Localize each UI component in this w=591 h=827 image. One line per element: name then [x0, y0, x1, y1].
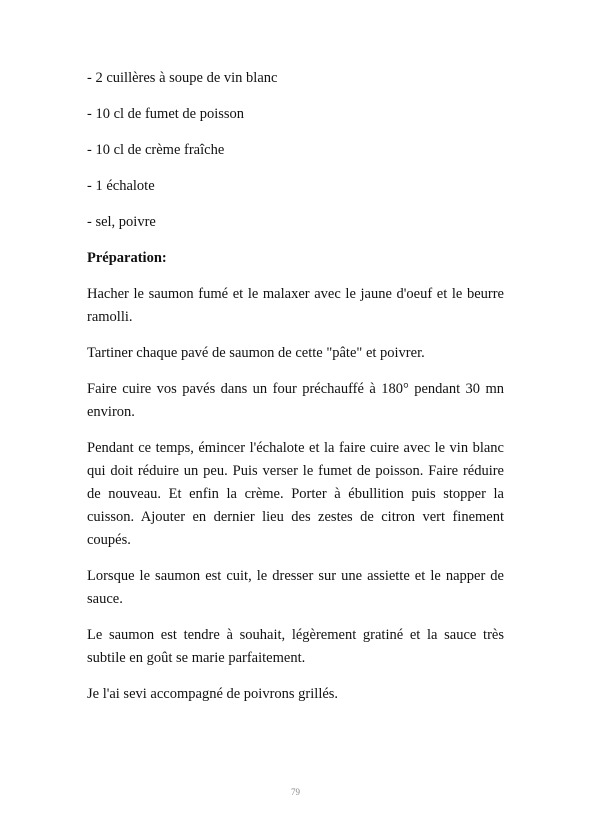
- preparation-paragraph: Tartiner chaque pavé de saumon de cette "pâte" et poivrer.: [87, 345, 425, 361]
- preparation-heading: Préparation:: [87, 250, 167, 266]
- ingredient-item: - 10 cl de crème fraîche: [87, 142, 225, 158]
- page-number: 79: [291, 787, 300, 797]
- preparation-paragraph: Lorsque le saumon est cuit, le dresser sur une assiette et le napper de sauce.: [87, 568, 504, 607]
- ingredient-item: - sel, poivre: [87, 214, 156, 230]
- preparation-paragraph: Le saumon est tendre à souhait, légèrement gratiné et la sauce très subtile en goût se marie parfaitement.: [87, 627, 504, 666]
- preparation-paragraph: Je l'ai sevi accompagné de poivrons grillés.: [87, 686, 339, 702]
- preparation-paragraph: Hacher le saumon fumé et le malaxer avec le jaune d'oeuf et le beurre ramolli.: [87, 286, 504, 325]
- ingredient-item: - 2 cuillères à soupe de vin blanc: [87, 70, 278, 86]
- page-content: [87, 67, 504, 719]
- preparation-paragraph: Pendant ce temps, émincer l'échalote et la faire cuire avec le vin blanc qui doit réduire un peu. Puis verser le fumet de poisson. Faire réduire de nouveau. Et enfin la crème. Porter à ébullition puis stopper la cuisson. Ajouter en dernier lieu des zestes de citron vert finement coupés.: [87, 440, 504, 548]
- ingredient-item: - 10 cl de fumet de poisson: [87, 106, 245, 122]
- preparation-paragraph: Faire cuire vos pavés dans un four préchauffé à 180° pendant 30 mn environ.: [87, 381, 504, 420]
- ingredient-item: - 1 échalote: [87, 178, 155, 194]
